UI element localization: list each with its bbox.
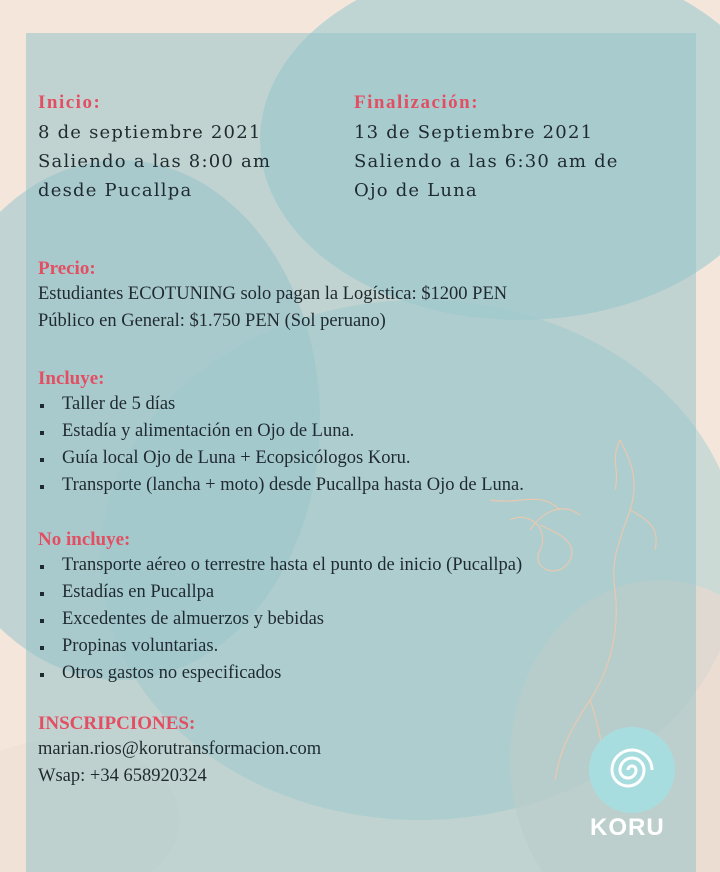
spiral-icon <box>587 725 677 815</box>
start-block <box>38 92 271 205</box>
price-students: Estudiantes ECOTUNING solo pagan la Logística: $1200 PEN <box>38 284 508 304</box>
price-public: Público en General: $1.750 PEN (Sol peruano) <box>38 311 386 331</box>
list-item: Transporte (lancha + moto) desde Pucallpa hasta Ojo de Luna. <box>38 472 524 499</box>
list-item: Otros gastos no especificados <box>38 660 522 687</box>
list-item: Transporte aéreo o terrestre hasta el punto de inicio (Pucallpa) <box>38 552 522 579</box>
list-item: Taller de 5 días <box>38 391 524 418</box>
includes-label: Incluye: <box>38 368 105 389</box>
excludes-label: No incluye: <box>38 529 131 550</box>
koru-logo-text: KORU <box>590 814 665 841</box>
start-time: Saliendo a las 8:00 am <box>38 151 272 172</box>
end-block <box>354 92 619 205</box>
registration-section <box>38 712 321 790</box>
registration-label: INSCRIPCIONES: <box>38 713 196 734</box>
list-item: Excedentes de almuerzos y bebidas <box>38 606 522 633</box>
end-place: Ojo de Luna <box>354 180 478 201</box>
registration-email: marian.rios@korutransformacion.com <box>38 739 322 759</box>
start-label: Inicio: <box>38 92 102 113</box>
registration-phone: Wsap: +34 658920324 <box>38 766 207 786</box>
excludes-section <box>38 528 522 687</box>
end-time: Saliendo a las 6:30 am de <box>354 151 619 172</box>
price-section <box>38 257 507 335</box>
list-item: Guía local Ojo de Luna + Ecopsicólogos Koru. <box>38 445 524 472</box>
list-item: Estadías en Pucallpa <box>38 579 522 606</box>
price-label: Precio: <box>38 258 96 279</box>
list-item: Propinas voluntarias. <box>38 633 522 660</box>
start-place: desde Pucallpa <box>38 180 193 201</box>
list-item: Estadía y alimentación en Ojo de Luna. <box>38 418 524 445</box>
end-label: Finalización: <box>354 92 480 113</box>
end-date: 13 de Septiembre 2021 <box>354 122 594 143</box>
start-date: 8 de septiembre 2021 <box>38 122 262 143</box>
includes-section <box>38 367 524 499</box>
